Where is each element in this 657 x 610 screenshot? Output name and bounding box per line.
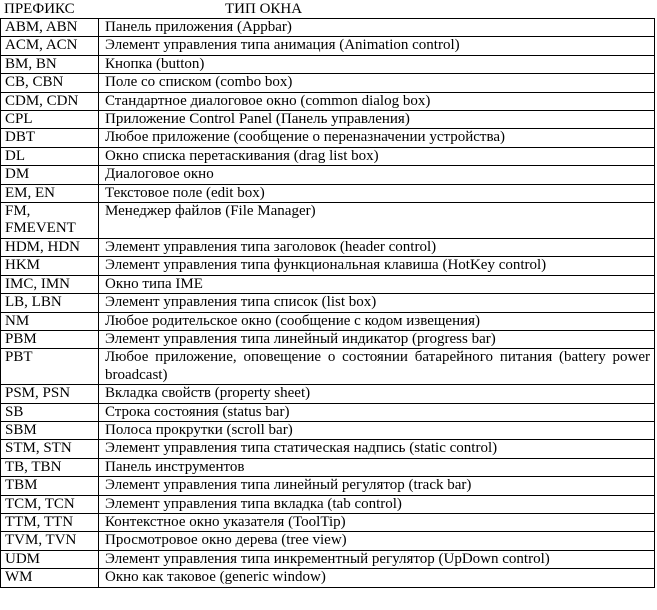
table-row	[1, 184, 655, 202]
prefix-cell: TVM, TVN	[1, 532, 99, 550]
table-row	[1, 513, 655, 531]
window-type-cell: Просмотровое окно дерева (tree view)	[99, 532, 655, 550]
table-row	[1, 385, 655, 403]
prefix-cell: TBM	[1, 477, 99, 495]
table-row	[1, 421, 655, 439]
prefix-cell: TCM, TCN	[1, 495, 99, 513]
prefix-cell: SB	[1, 403, 99, 421]
table-row	[1, 569, 655, 587]
window-type-cell: Окно списка перетаскивания (drag list box)	[99, 147, 655, 165]
prefix-cell: STM, STN	[1, 440, 99, 458]
table-row	[1, 294, 655, 312]
table-row	[1, 550, 655, 568]
table-row	[1, 257, 655, 275]
prefix-cell: NM	[1, 312, 99, 330]
prefix-cell: EM, EN	[1, 184, 99, 202]
window-type-cell: Любое родительское окно (сообщение с кодом извещения)	[99, 312, 655, 330]
table-row	[1, 275, 655, 293]
table-row	[1, 166, 655, 184]
window-type-cell: Окно как таковое (generic window)	[99, 569, 655, 587]
table-row	[1, 19, 655, 37]
table-header	[0, 0, 657, 18]
table-row	[1, 440, 655, 458]
prefix-cell: TTM, TTN	[1, 513, 99, 531]
window-type-cell: Диалоговое окно	[99, 166, 655, 184]
table-row	[1, 74, 655, 92]
window-type-cell: Панель инструментов	[99, 458, 655, 476]
prefix-cell: LB, LBN	[1, 294, 99, 312]
window-type-cell: Кнопка (button)	[99, 55, 655, 73]
table-row	[1, 349, 655, 385]
window-type-cell: Элемент управления типа линейный индикатор (progress bar)	[99, 330, 655, 348]
table-row	[1, 330, 655, 348]
prefix-cell: SBM	[1, 421, 99, 439]
window-type-cell: Строка состояния (status bar)	[99, 403, 655, 421]
window-type-cell: Менеджер файлов (File Manager)	[99, 203, 655, 239]
window-type-cell: Элемент управления типа анимация (Animation control)	[99, 37, 655, 55]
prefix-cell: PSM, PSN	[1, 385, 99, 403]
prefix-cell: ACM, ACN	[1, 37, 99, 55]
window-type-cell: Элемент управления типа статическая надпись (static control)	[99, 440, 655, 458]
table-row	[1, 147, 655, 165]
prefix-cell: PBM	[1, 330, 99, 348]
window-type-cell: Текстовое поле (edit box)	[99, 184, 655, 202]
window-type-cell: Элемент управления типа заголовок (header control)	[99, 238, 655, 256]
window-type-cell: Полоса прокрутки (scroll bar)	[99, 421, 655, 439]
prefix-cell: FM, FMEVENT	[1, 203, 99, 239]
window-type-cell: Стандартное диалоговое окно (common dialog box)	[99, 92, 655, 110]
window-type-cell: Вкладка свойств (property sheet)	[99, 385, 655, 403]
prefix-cell: ABM, ABN	[1, 19, 99, 37]
prefix-cell: DL	[1, 147, 99, 165]
header-prefix: ПРЕФИКС	[4, 1, 75, 17]
table-row	[1, 92, 655, 110]
table-row	[1, 403, 655, 421]
prefix-cell: CDM, CDN	[1, 92, 99, 110]
prefix-cell: BM, BN	[1, 55, 99, 73]
table-row	[1, 238, 655, 256]
window-type-cell: Окно типа IME	[99, 275, 655, 293]
window-type-cell: Элемент управления типа список (list box)	[99, 294, 655, 312]
window-type-cell: Приложение Control Panel (Панель управления)	[99, 111, 655, 129]
table-row	[1, 55, 655, 73]
table-row	[1, 477, 655, 495]
prefix-cell: PBT	[1, 349, 99, 385]
prefix-cell: CB, CBN	[1, 74, 99, 92]
prefix-cell: WM	[1, 569, 99, 587]
prefix-cell: UDM	[1, 550, 99, 568]
prefix-cell: IMC, IMN	[1, 275, 99, 293]
window-type-cell: Любое приложение (сообщение о переназначении устройства)	[99, 129, 655, 147]
header-window-type: ТИП ОКНА	[225, 1, 303, 17]
table-row	[1, 312, 655, 330]
table-row	[1, 37, 655, 55]
window-type-cell: Поле со списком (combo box)	[99, 74, 655, 92]
prefix-cell: HKM	[1, 257, 99, 275]
prefix-cell: CPL	[1, 111, 99, 129]
window-type-cell: Панель приложения (Appbar)	[99, 19, 655, 37]
table-row	[1, 111, 655, 129]
prefix-cell: DM	[1, 166, 99, 184]
table-row	[1, 203, 655, 239]
window-type-cell: Элемент управления типа инкрементный регулятор (UpDown control)	[99, 550, 655, 568]
window-type-cell: Элемент управления типа линейный регулятор (track bar)	[99, 477, 655, 495]
prefix-cell: DBT	[1, 129, 99, 147]
window-type-cell: Любое приложение, оповещение о состоянии батарейного питания (battery power broadcast)	[99, 349, 655, 385]
table-row	[1, 458, 655, 476]
window-type-cell: Элемент управления типа функциональная клавиша (HotKey control)	[99, 257, 655, 275]
window-type-cell: Контекстное окно указателя (ToolTip)	[99, 513, 655, 531]
prefix-table	[0, 18, 655, 588]
prefix-cell: TB, TBN	[1, 458, 99, 476]
prefix-cell: HDM, HDN	[1, 238, 99, 256]
table-row	[1, 129, 655, 147]
window-type-cell: Элемент управления типа вкладка (tab control)	[99, 495, 655, 513]
table-row	[1, 532, 655, 550]
table-row	[1, 495, 655, 513]
